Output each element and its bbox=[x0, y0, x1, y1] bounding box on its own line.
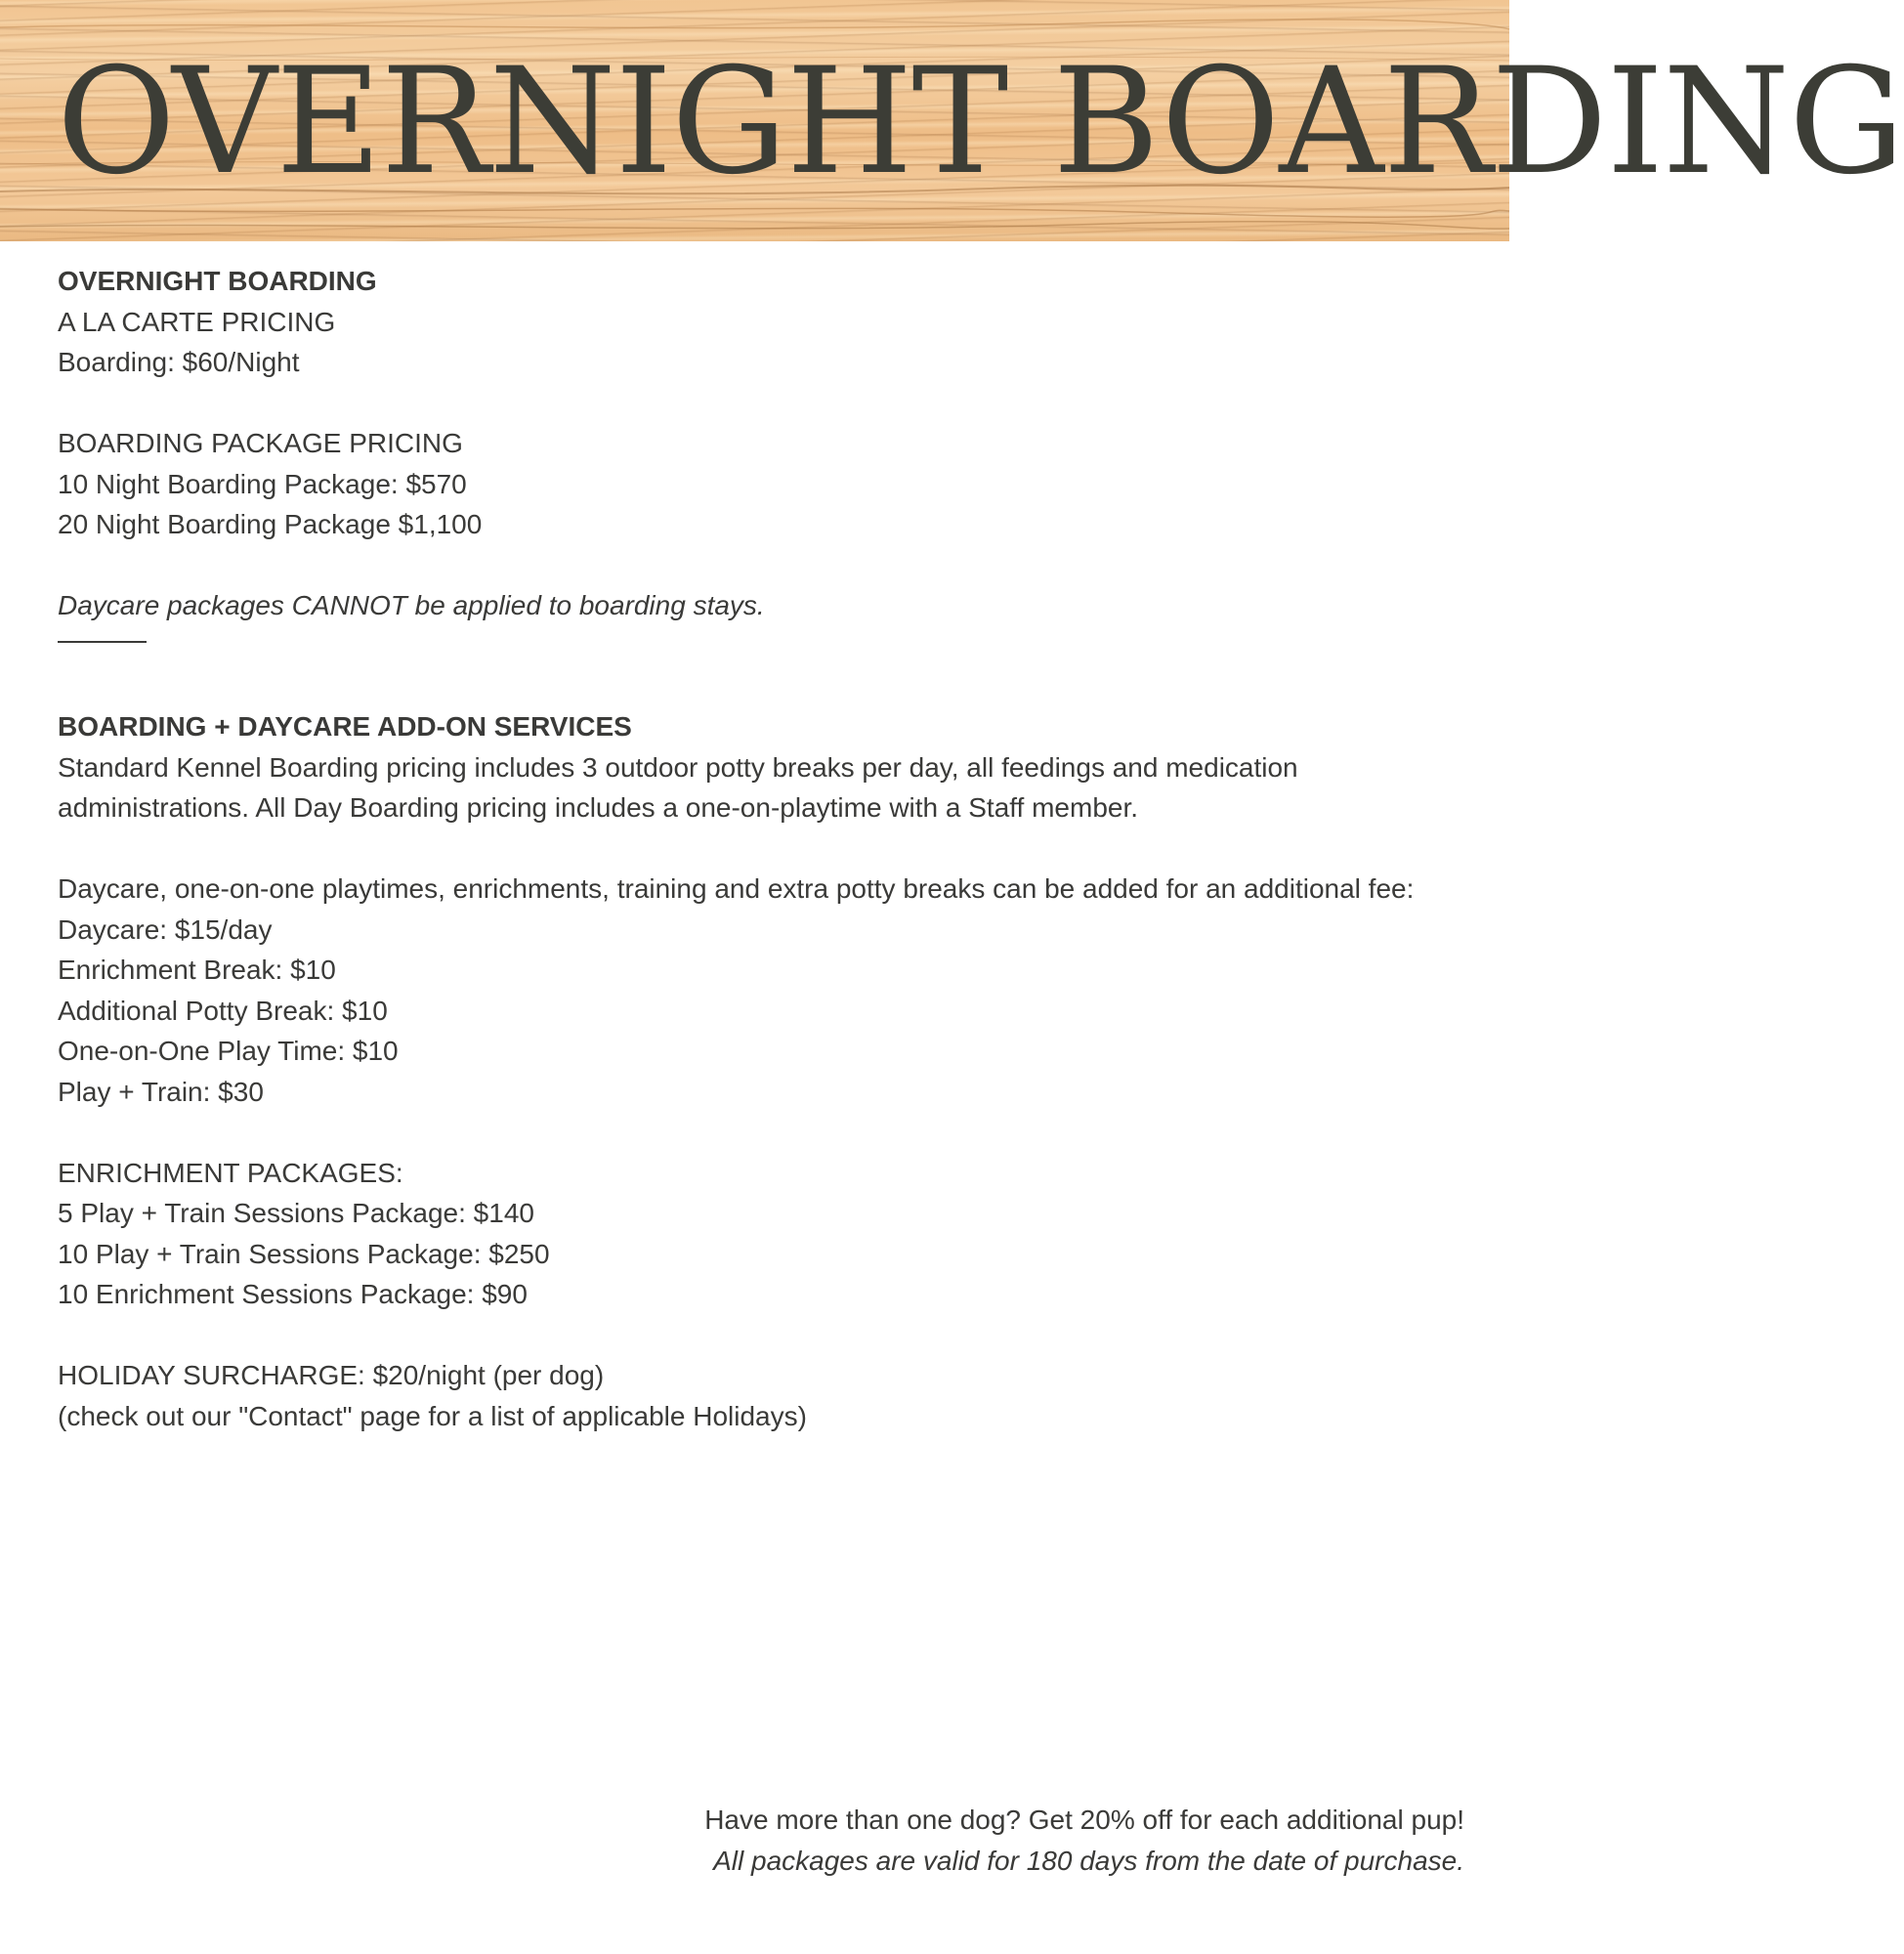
holiday-note: (check out our "Contact" page for a list of applicable Holidays) bbox=[58, 1400, 807, 1431]
holiday-surcharge: HOLIDAY SURCHARGE: $20/night (per dog) bbox=[58, 1360, 605, 1390]
addons-intro: Standard Kennel Boarding pricing includes 3 outdoor potty breaks per day, all feedings and medication administrations. All Day Boarding pricing includes a one-on-playtime with a Staff member. bbox=[58, 751, 1298, 823]
boarding-heading: OVERNIGHT BOARDING bbox=[58, 266, 377, 296]
banner-title: OVERNIGHT BOARDING bbox=[57, 37, 1904, 207]
enrichment-item: 10 Enrichment Sessions Package: $90 bbox=[58, 1279, 528, 1309]
wood-banner bbox=[0, 0, 1904, 241]
a-la-carte-price: Boarding: $60/Night bbox=[58, 347, 300, 377]
daycare-note: Daycare packages CANNOT be applied to boarding stays. bbox=[58, 590, 765, 620]
addon-item: One-on-One Play Time: $10 bbox=[58, 1036, 399, 1066]
enrichment-item: 5 Play + Train Sessions Package: $140 bbox=[58, 1198, 534, 1228]
multi-dog-discount: Have more than one dog? Get 20% off for each additional pup! bbox=[704, 1805, 1464, 1835]
spacer bbox=[58, 828, 1464, 870]
package-validity: All packages are valid for 180 days from the date of purchase. bbox=[713, 1845, 1464, 1876]
addon-item: Daycare: $15/day bbox=[58, 913, 273, 945]
spacer bbox=[58, 643, 1464, 684]
spacer bbox=[58, 545, 1464, 586]
spacer bbox=[58, 1315, 1464, 1356]
addons-fee-intro: Daycare, one-on-one playtimes, enrichments, training and extra potty breaks can be added for an additional fee: bbox=[58, 873, 1415, 904]
addon-item: Enrichment Break: $10 bbox=[58, 955, 336, 985]
spacer bbox=[58, 683, 1464, 706]
package-heading: BOARDING PACKAGE PRICING bbox=[58, 428, 463, 458]
spacer bbox=[58, 1112, 1464, 1153]
package-item: 20 Night Boarding Package $1,100 bbox=[58, 509, 483, 539]
pricing-content bbox=[58, 261, 1464, 1436]
enrichment-heading: ENRICHMENT PACKAGES: bbox=[58, 1157, 403, 1188]
spacer bbox=[58, 383, 1464, 424]
package-item: 10 Night Boarding Package: $570 bbox=[58, 468, 467, 499]
footer bbox=[704, 1800, 1464, 1881]
enrichment-item: 10 Play + Train Sessions Package: $250 bbox=[58, 1238, 550, 1269]
a-la-carte-label: A LA CARTE PRICING bbox=[58, 306, 336, 337]
addons-heading: BOARDING + DAYCARE ADD-ON SERVICES bbox=[58, 711, 632, 742]
addon-item: Play + Train: $30 bbox=[58, 1076, 264, 1107]
addon-item: Additional Potty Break: $10 bbox=[58, 995, 388, 1026]
